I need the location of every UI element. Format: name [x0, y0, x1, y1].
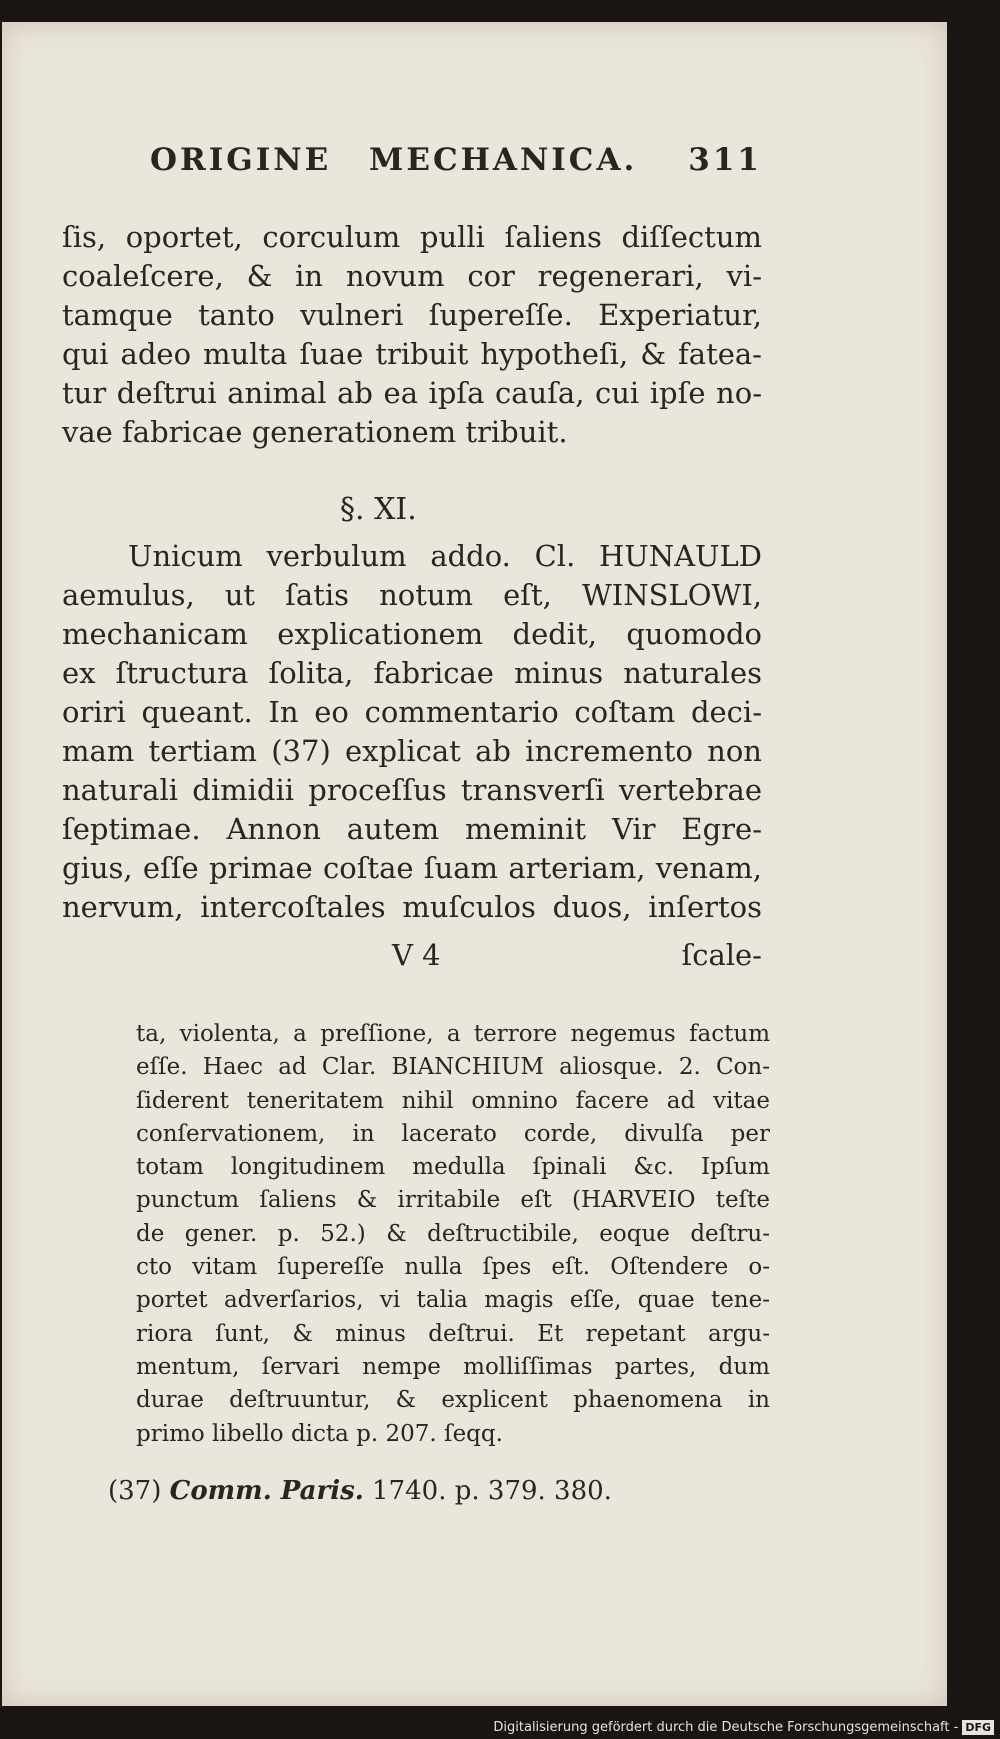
note-line: ta, violenta, a preſſione, a terrore negemus factum [136, 1021, 770, 1047]
text-line: naturali dimidii proceſſus transverſi vertebrae [62, 773, 762, 807]
text-line: vae fabricae generationem tribuit. [62, 415, 568, 449]
footnote-marker: (37) [108, 1476, 162, 1506]
text-line: aemulus, ut ſatis notum eſt, WINSLOWI, [62, 578, 762, 612]
note-block [136, 1018, 770, 1451]
text-line: mechanicam explicationem dedit, quomodo [62, 617, 762, 651]
footnote-source: Comm. Paris. [169, 1476, 364, 1506]
note-line: punctum ſaliens & irritabile eſt (HARVEIO teſte [136, 1187, 770, 1214]
text-line: qui adeo multa ſuae tribuit hypotheſi, & fatea- [62, 337, 762, 371]
catchword: ſcale- [681, 938, 762, 972]
text-line: ex ſtructura ſolita, fabricae minus naturales [62, 656, 762, 690]
text-line: gius, eſſe primae coſtae ſuam arteriam, venam, [62, 851, 762, 885]
signature-line [62, 938, 762, 972]
text-line: mam tertiam (37) explicat ab incremento non [62, 734, 762, 768]
note-line: ſiderent teneritatem nihil omnino facere ad vitae [136, 1087, 770, 1114]
footnote [108, 1476, 668, 1506]
paragraph-section-xi [62, 537, 762, 927]
text-line: ſeptimae. Annon autem meminit Vir Egre- [62, 812, 762, 846]
text-line: tur deſtrui animal ab ea ipſa cauſa, cui ipſe no- [62, 376, 762, 410]
dfg-logo-icon: DFG [962, 1720, 994, 1735]
running-header [150, 142, 762, 178]
digitization-credit [493, 1720, 994, 1735]
note-line: riora ſunt, & minus deſtrui. Et repetant argu- [136, 1320, 770, 1347]
note-line: totam longitudinem medulla ſpinali &c. Ipſum [136, 1154, 770, 1181]
section-heading: §. XI. [340, 492, 417, 527]
footnote-reference: 1740. p. 379. 380. [372, 1476, 612, 1506]
note-line: eſſe. Haec ad Clar. BIANCHIUM aliosque. 2. Con- [136, 1054, 770, 1081]
note-line: cto vitam ſupereſſe nulla ſpes eſt. Oſtendere o- [136, 1254, 770, 1281]
text-line: ſis, oportet, corculum pulli ſaliens diſſectum [62, 220, 762, 254]
text-line: Unicum verbulum addo. Cl. HUNAULD [128, 539, 762, 573]
text-line: tamque tanto vulneri ſupereſſe. Experiatur, [62, 298, 762, 332]
paragraph-continuation [62, 218, 762, 452]
text-line: nervum, intercoſtales muſculos duos, inſertos [62, 890, 762, 924]
running-title: ORIGINE MECHANICA. [150, 142, 638, 178]
note-line: primo libello dicta p. 207. ſeqq. [136, 1420, 503, 1447]
note-line: de gener. p. 52.) & deſtructibile, eoque deſtru- [136, 1220, 770, 1247]
note-line: durae deſtruuntur, & explicent phaenomena in [136, 1387, 770, 1414]
page-number: 311 [688, 142, 762, 178]
note-line: portet adverſarios, vi talia magis eſſe, quae tene- [136, 1287, 770, 1314]
signature-mark: V 4 [392, 938, 441, 972]
note-line: conſervationem, in lacerato corde, divulſa per [136, 1120, 770, 1147]
note-line: mentum, ſervari nempe molliſſimas partes, dum [136, 1353, 770, 1380]
text-line: oriri queant. In eo commentario coſtam deci- [62, 695, 762, 729]
credit-text: Digitalisierung gefördert durch die Deutsche Forschungsgemeinschaft - [493, 1720, 959, 1735]
text-line: coaleſcere, & in novum cor regenerari, vi- [62, 259, 762, 293]
